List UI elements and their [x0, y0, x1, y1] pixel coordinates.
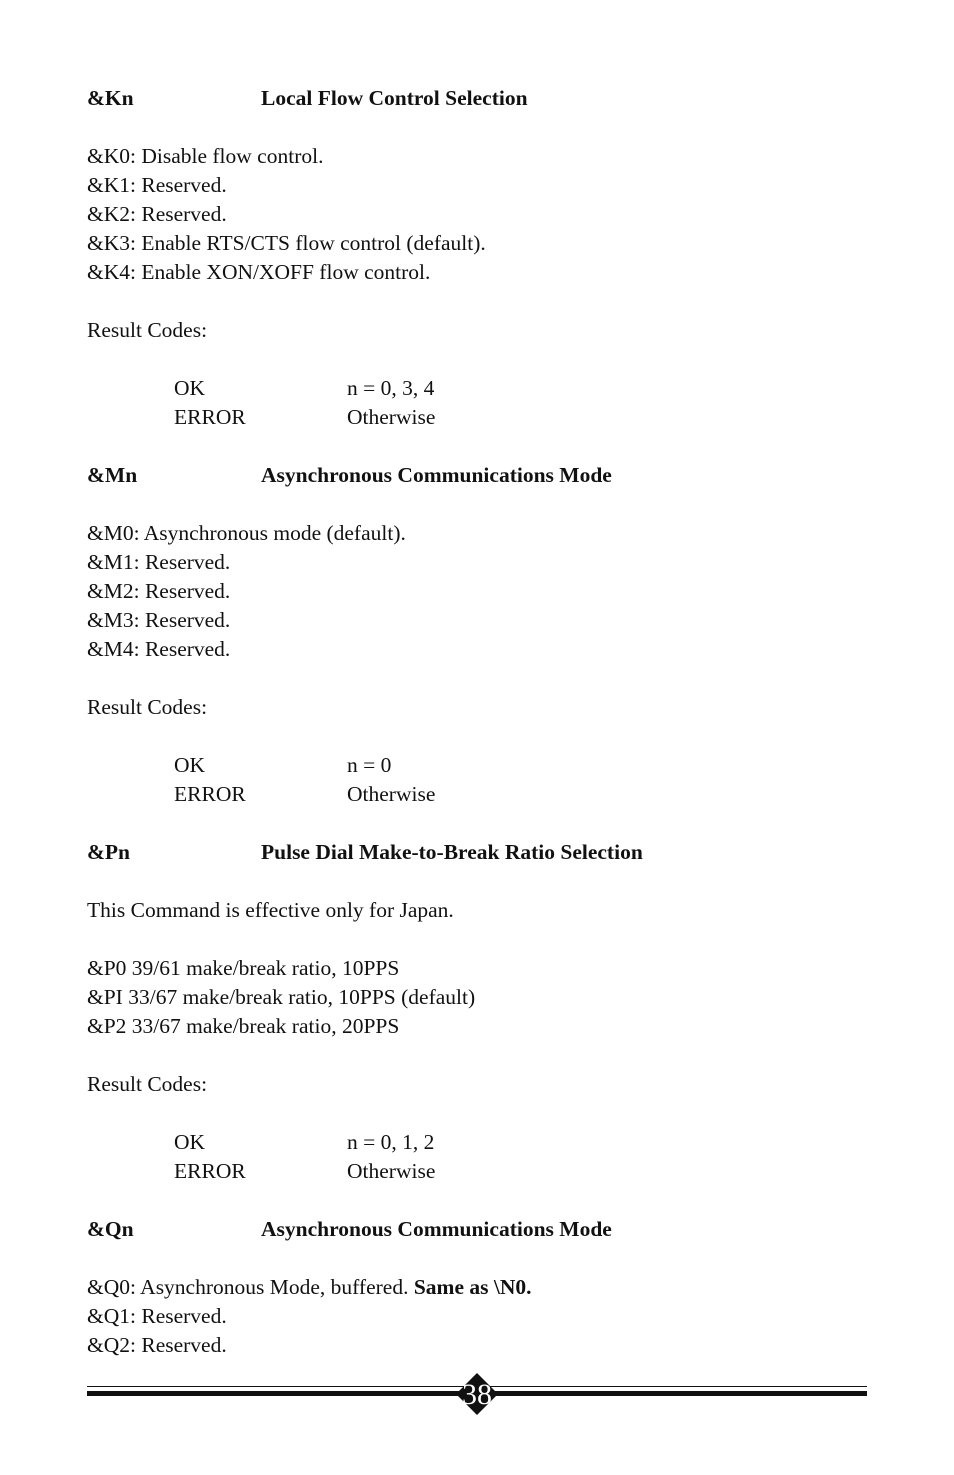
- option-line: &P0 39/61 make/break ratio, 10PPS: [87, 956, 400, 980]
- result-code-row: [87, 780, 867, 809]
- option-line: [87, 1273, 867, 1302]
- result-code: ERROR: [174, 782, 246, 806]
- manual-page: [87, 84, 867, 1389]
- result-condition: Otherwise: [347, 405, 436, 429]
- option-line: &PI 33/67 make/break ratio, 10PPS (default): [87, 985, 476, 1009]
- result-code: OK: [174, 376, 206, 400]
- option-emphasis: Same as \N0.: [413, 1275, 532, 1299]
- section-mn: [87, 461, 867, 809]
- section-note: This Command is effective only for Japan.: [87, 898, 454, 922]
- page-footer: [87, 1378, 867, 1414]
- result-code-row: [87, 751, 867, 780]
- section-heading: [87, 1215, 867, 1244]
- option-line: &K2: Reserved.: [87, 202, 227, 226]
- result-code: ERROR: [174, 405, 246, 429]
- command-title: Asynchronous Communications Mode: [261, 1217, 612, 1241]
- result-code: OK: [174, 753, 206, 777]
- result-code: OK: [174, 1130, 206, 1154]
- result-code-row: [87, 1157, 867, 1186]
- option-line: &Q2: Reserved.: [87, 1333, 227, 1357]
- result-code: ERROR: [174, 1159, 246, 1183]
- option-line: &M2: Reserved.: [87, 579, 231, 603]
- option-line: &M3: Reserved.: [87, 608, 231, 632]
- option-line: &Q1: Reserved.: [87, 1304, 227, 1328]
- command-name: &Kn: [87, 86, 134, 110]
- command-name: &Qn: [87, 1217, 134, 1241]
- command-title: Pulse Dial Make-to-Break Ratio Selection: [261, 840, 643, 864]
- option-line: &K3: Enable RTS/CTS flow control (default).: [87, 231, 486, 255]
- page-number: 38: [462, 1378, 492, 1411]
- option-line: &K0: Disable flow control.: [87, 144, 324, 168]
- result-condition: n = 0: [347, 753, 392, 777]
- section-heading: [87, 461, 867, 490]
- option-text: &Q0: Asynchronous Mode, buffered.: [87, 1275, 414, 1299]
- result-code-row: [87, 374, 867, 403]
- option-line: &K1: Reserved.: [87, 173, 227, 197]
- option-line: &M0: Asynchronous mode (default).: [87, 521, 406, 545]
- result-condition: Otherwise: [347, 782, 436, 806]
- command-title: Local Flow Control Selection: [261, 86, 528, 110]
- command-title: Asynchronous Communications Mode: [261, 463, 612, 487]
- result-condition: Otherwise: [347, 1159, 436, 1183]
- result-codes-label: Result Codes:: [87, 695, 208, 719]
- result-condition: n = 0, 3, 4: [347, 376, 435, 400]
- option-line: &P2 33/67 make/break ratio, 20PPS: [87, 1014, 400, 1038]
- result-codes-label: Result Codes:: [87, 318, 208, 342]
- option-line: &K4: Enable XON/XOFF flow control.: [87, 260, 431, 284]
- section-pn: [87, 838, 867, 1186]
- command-name: &Pn: [87, 840, 130, 864]
- command-name: &Mn: [87, 463, 138, 487]
- section-kn: [87, 84, 867, 432]
- result-code-row: [87, 403, 867, 432]
- section-heading: [87, 84, 867, 113]
- section-heading: [87, 838, 867, 867]
- option-line: &M1: Reserved.: [87, 550, 231, 574]
- result-code-row: [87, 1128, 867, 1157]
- result-condition: n = 0, 1, 2: [347, 1130, 435, 1154]
- result-codes-label: Result Codes:: [87, 1072, 208, 1096]
- option-line: &M4: Reserved.: [87, 637, 231, 661]
- section-qn: [87, 1215, 867, 1360]
